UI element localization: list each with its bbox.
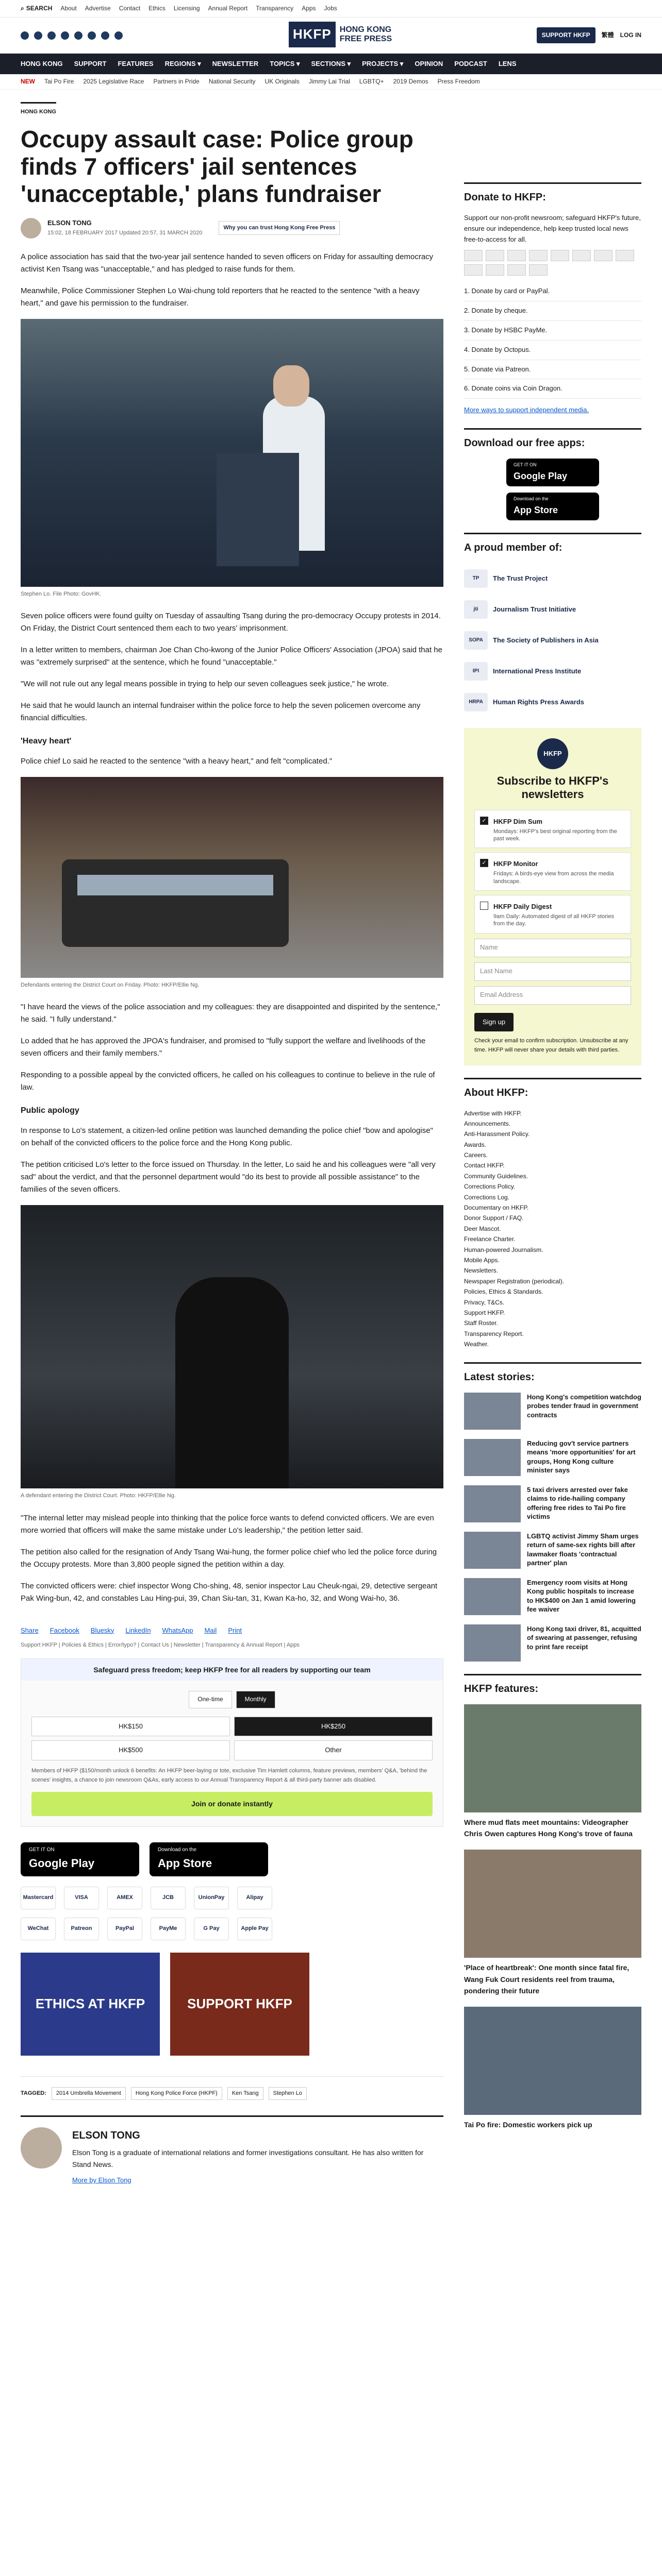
about-links xyxy=(464,1108,641,1350)
amount-500[interactable]: HK$500 xyxy=(31,1740,230,1760)
card-logo xyxy=(464,264,483,276)
payme-logo: PayMe xyxy=(151,1918,186,1940)
about-link[interactable]: Privacy, T&Cs. xyxy=(464,1298,505,1306)
tag-list: TAGGED: 2014 Umbrella Movement Hong Kong Police Force (HKPF) Ken Tsang Stephen Lo xyxy=(21,2076,443,2100)
donate-method[interactable]: 4. Donate by Octopus. xyxy=(464,341,641,360)
donate-method[interactable]: 3. Donate by HSBC PayMe. xyxy=(464,321,641,341)
google-play-badge[interactable]: GET IT ON Google Play xyxy=(506,459,599,486)
top-link-transparency[interactable]: Transparency xyxy=(256,4,294,12)
search-icon: ⌕ xyxy=(21,4,24,12)
tag[interactable]: Stephen Lo xyxy=(269,2087,307,2100)
ethics-promo[interactable]: ETHICS AT HKFP xyxy=(21,1953,160,2056)
nav-newsletter[interactable]: NEWSLETTER xyxy=(212,59,259,67)
latest-story[interactable]: Hong Kong's competition watchdog probes tender fraud in government contracts xyxy=(464,1393,641,1430)
newsletter-logo: HKFP xyxy=(537,738,568,769)
share-print[interactable]: Print xyxy=(228,1626,242,1634)
x-icon[interactable] xyxy=(34,31,42,40)
share-bar xyxy=(21,1619,443,1636)
language-toggle[interactable]: 繁體 xyxy=(601,31,614,39)
sopa-logo: SOPA xyxy=(464,631,488,650)
sidebar-heading: Latest stories: xyxy=(464,1362,641,1385)
paragraph: "We will not rule out any legal means possible in trying to help our seven colleagues seek justice," he wrote. xyxy=(21,680,389,689)
sidebar-heading: HKFP features: xyxy=(464,1674,641,1697)
checkbox[interactable]: ✓ xyxy=(480,817,488,825)
paragraph: In a letter written to members, chairman Joe Chan Cho-kwong of the Junior Police Officers' Association (JPOA) said that he was "extremely surprised" at the sentence, which he found "unacceptable." xyxy=(21,646,442,667)
paragraph: Responding to a possible appeal by the convicted officers, he called on his colleagues to continue to believe in the rule of law. xyxy=(21,1071,435,1092)
amount-250[interactable]: HK$250 xyxy=(234,1717,433,1737)
donate-description: Support our non-profit newsroom; safeguard HKFP's future, ensure our independence, help keep trusted local news free-to-access for all. xyxy=(464,214,641,243)
feature-story[interactable]: 'Place of heartbreak': One month since fatal fire, Wang Fuk Court residents reel from trauma, pondering their future xyxy=(464,1850,641,1996)
sidebar-heading: Download our free apps: xyxy=(464,428,641,451)
jcb-logo: JCB xyxy=(151,1887,186,1909)
van-windows xyxy=(77,875,273,895)
about-link[interactable]: Staff Roster. xyxy=(464,1319,498,1327)
donate-method[interactable]: 5. Donate via Patreon. xyxy=(464,360,641,380)
donate-method[interactable]: 1. Donate by card or PayPal. xyxy=(464,282,641,301)
google-play-badge[interactable]: GET IT ON Google Play xyxy=(21,1842,139,1876)
top-utility-bar xyxy=(0,0,662,18)
payment-logos xyxy=(21,1887,309,1940)
author-avatar xyxy=(21,2127,62,2168)
card-logo xyxy=(486,250,504,261)
newsletter-option[interactable]: ✓ HKFP Dim Sum Mondays: HKFP's best original reporting from the past week. xyxy=(474,810,631,849)
share-whatsapp[interactable]: WhatsApp xyxy=(162,1626,193,1634)
share-mail[interactable]: Mail xyxy=(204,1626,217,1634)
feature-story[interactable]: Where mud flats meet mountains: Videographer Chris Owen captures Hong Kong's trove of fauna xyxy=(464,1704,641,1840)
paragraph: Seven police officers were found guilty on Tuesday of assaulting Tsang during the pro-democracy Occupy protests in 2014. On Friday, the District Court sentenced them each to two years' imprisonment. xyxy=(21,612,441,633)
nav-projects[interactable]: PROJECTS ▾ xyxy=(362,59,404,67)
about-link[interactable]: Newspaper Registration (periodical). xyxy=(464,1277,565,1285)
paragraph: In response to Lo's statement, a citizen-led online petition was launched demanding the police chief "bow and apologise" on behalf of the convicted officers to the police force and the Hong Kong public. xyxy=(21,1126,433,1148)
mail-icon[interactable] xyxy=(101,31,109,40)
section-heading: Public apology xyxy=(21,1106,79,1115)
author-bio xyxy=(21,2115,443,2187)
trust-project-logo: TP xyxy=(464,569,488,588)
about-link[interactable]: Careers. xyxy=(464,1151,488,1159)
article xyxy=(21,90,443,2187)
threads-icon[interactable] xyxy=(61,31,69,40)
paypal-logo: PayPal xyxy=(107,1918,142,1940)
share-linkedin[interactable]: LinkedIn xyxy=(125,1626,151,1634)
paragraph: "I have heard the views of the police association and my colleagues: they are disappointed and dispirited by the sentence," he said. "I fully understand." xyxy=(21,1003,440,1024)
card-logo xyxy=(486,264,504,276)
latest-story[interactable]: 5 taxi drivers arrested over fake claims to ride-hailing company offering free rides to Tai Po fire victims xyxy=(464,1485,641,1522)
photo-caption: Stephen Lo. File Photo: GovHK. xyxy=(21,590,102,597)
latest-story[interactable]: Emergency room visits at Hong Kong public hospitals to increase to HK$400 on Jan 1 amid lowering fee waiver xyxy=(464,1578,641,1615)
unionpay-logo: UnionPay xyxy=(194,1887,229,1909)
trending-link[interactable]: UK Originals xyxy=(264,77,300,85)
paragraph: Lo added that he has approved the JPOA's fundraiser, and promised to "fully support the welfare and livelihoods of the seven officers and their family members." xyxy=(21,1037,426,1058)
about-link[interactable]: Support HKFP. xyxy=(464,1309,505,1316)
visa-logo: VISA xyxy=(64,1887,99,1909)
top-link-advertise[interactable]: Advertise xyxy=(85,4,111,12)
rss-icon[interactable] xyxy=(114,31,123,40)
member-trust-project[interactable]: TP The Trust Project xyxy=(464,563,641,594)
more-ways-link[interactable]: More ways to support independent media. xyxy=(464,406,589,414)
amount-other[interactable]: Other xyxy=(234,1740,433,1760)
sidebar-heading: Donate to HKFP: xyxy=(464,182,641,206)
about-link[interactable]: Weather. xyxy=(464,1341,489,1348)
about-link[interactable]: Deer Mascot. xyxy=(464,1225,501,1232)
photo-defendant xyxy=(21,1205,443,1488)
donate-method[interactable]: 2. Donate by cheque. xyxy=(464,301,641,321)
join-button[interactable]: Join or donate instantly xyxy=(31,1792,433,1816)
paragraph: The petition also called for the resignation of Andy Tsang Wai-hung, the former police chief who led the police force during the Occupy protests. More than 3,800 people signed the petition within a day. xyxy=(21,1547,437,1569)
checkbox[interactable] xyxy=(480,902,488,910)
feature-story[interactable]: Tai Po fire: Domestic workers pick up xyxy=(464,2007,641,2130)
trending-link[interactable]: National Security xyxy=(208,77,256,85)
donate-box xyxy=(21,1658,443,1827)
member-benefits: Members of HKFP ($150/month unlock 6 benefits: An HKFP beer-laying or tote, exclusive Tim Hamlett columns, feature previews, members' Q&A, 'behind the scenes' insights, a chance to join newsroom Q&As, early access to our Annual Transparency Report & all third-party banner ads disabled. xyxy=(31,1768,427,1783)
card-logos xyxy=(464,250,641,276)
nav-topics[interactable]: TOPICS ▾ xyxy=(270,59,300,67)
about-link[interactable]: Contact HKFP. xyxy=(464,1162,505,1170)
nav-sections[interactable]: SECTIONS ▾ xyxy=(311,59,351,67)
nav-hong-kong[interactable]: HONG KONG xyxy=(21,59,63,67)
newsletter-signup xyxy=(464,728,641,1065)
paragraph: Police chief Lo said he reacted to the sentence "with a heavy heart," and felt "complicated." xyxy=(21,756,333,766)
app-store-badge[interactable]: Download on the App Store xyxy=(150,1842,268,1876)
patreon-logo: Patreon xyxy=(64,1918,99,1940)
member-hrpa[interactable]: HRPA Human Rights Press Awards xyxy=(464,687,641,718)
about-link[interactable]: Documentary on HKFP. xyxy=(464,1204,529,1212)
trending-link[interactable]: 2019 Demos xyxy=(393,77,428,85)
paragraph: "The internal letter may mislead people into thinking that the police force wants to defend convicted officers. We are even more worried that officers will make the same mistake under Lo's leadership," the petition letter said. xyxy=(21,1513,434,1535)
new-label: NEW xyxy=(21,77,35,85)
app-badges xyxy=(21,1842,443,1876)
trust-badge[interactable]: Why you can trust Hong Kong Free Press xyxy=(219,221,340,235)
trending-link[interactable]: Jimmy Lai Trial xyxy=(308,77,350,85)
sidebar-heading: About HKFP: xyxy=(464,1078,641,1101)
about-link[interactable]: Announcements. xyxy=(464,1120,511,1127)
donate-headline: Safeguard press freedom; keep HKFP free for all readers by supporting our team xyxy=(21,1659,443,1681)
article-kicker[interactable]: HONG KONG xyxy=(21,102,56,117)
about-link[interactable]: Human-powered Journalism. xyxy=(464,1246,543,1253)
feature-thumbnail xyxy=(464,1704,641,1812)
telegram-icon[interactable] xyxy=(88,31,96,40)
nav-lens[interactable]: LENS xyxy=(498,59,517,67)
author-avatar xyxy=(21,218,41,239)
author-name[interactable]: ELSON TONG xyxy=(47,219,92,227)
latest-story[interactable]: LGBTQ activist Jimmy Sham urges return of same-sex rights bill after lawmaker floats 'contractual partner' plan xyxy=(464,1532,641,1569)
paragraph: Meanwhile, Police Commissioner Stephen Lo Wai-chung told reporters that he reacted to the sentence "with a heavy heart," and gave his permission to the fundraiser. xyxy=(21,286,420,308)
card-logo xyxy=(507,264,526,276)
about-link[interactable]: Mobile Apps. xyxy=(464,1256,500,1264)
top-link-ethics[interactable]: Ethics xyxy=(148,4,166,12)
amount-options xyxy=(31,1717,433,1761)
donate-methods xyxy=(464,282,641,399)
applepay-logo: Apple Pay xyxy=(237,1918,272,1940)
newsletter-option[interactable]: ✓ HKFP Monitor Fridays: A birds-eye view from across the media landscape. xyxy=(474,852,631,891)
about-link[interactable]: Anti-Harassment Policy. xyxy=(464,1130,530,1138)
latest-story[interactable]: Reducing gov't service partners means 'more opportunities' for art groups, Hong Kong culture minister says xyxy=(464,1439,641,1476)
story-thumbnail xyxy=(464,1439,521,1476)
share-facebook[interactable]: Facebook xyxy=(49,1626,79,1634)
podium xyxy=(217,453,299,566)
nav-features[interactable]: FEATURES xyxy=(118,59,154,67)
about-link[interactable]: Policies, Ethics & Standards. xyxy=(464,1288,543,1296)
photo-stephen-lo xyxy=(21,319,443,587)
publish-dates: 15:02, 18 FEBRUARY 2017 Updated 20:57, 31 MARCH 2020 xyxy=(47,230,203,236)
member-ipi[interactable]: IPI International Press Institute xyxy=(464,656,641,687)
photo-district-court xyxy=(21,777,443,978)
last-name-field[interactable]: Last Name xyxy=(474,962,631,981)
gpay-logo: G Pay xyxy=(194,1918,229,1940)
frequency-toggle xyxy=(31,1691,433,1708)
about-link[interactable]: Awards. xyxy=(464,1141,487,1148)
top-link-jobs[interactable]: Jobs xyxy=(324,4,337,12)
nav-opinion[interactable]: OPINION xyxy=(415,59,443,67)
article-title: Occupy assault case: Police group finds 7 officers' jail sentences 'unacceptable,' plans fundraiser xyxy=(21,126,413,207)
nav-podcast[interactable]: PODCAST xyxy=(454,59,487,67)
feature-thumbnail xyxy=(464,1850,641,1958)
section-heading: 'Heavy heart' xyxy=(21,737,72,746)
wechat-logo: WeChat xyxy=(21,1918,56,1940)
nav-support[interactable]: SUPPORT xyxy=(74,59,107,67)
amex-logo: AMEX xyxy=(107,1887,142,1909)
about-link[interactable]: Corrections Policy. xyxy=(464,1183,516,1191)
paragraph: The convicted officers were: chief inspector Wong Cho-shing, 48, senior inspector Lau Cheuk-ngai, 29, detective sergeant Pak Wing-bun, 42, and constables Lau Hing-pui, 39, Chan Siu-tan, 31, Kwan Ka-ho, 32, and Wong Wai-ho, 36. xyxy=(21,1581,438,1603)
photo-caption: A defendant entering the District Court. Photo: HKFP/Ellie Ng. xyxy=(21,1493,176,1499)
defendant-figure xyxy=(175,1277,289,1488)
top-link-about[interactable]: About xyxy=(60,4,77,12)
story-thumbnail xyxy=(464,1624,521,1662)
story-thumbnail xyxy=(464,1393,521,1430)
story-thumbnail xyxy=(464,1485,521,1522)
brand-bar xyxy=(0,18,662,54)
trending-link[interactable]: LGBTQ+ xyxy=(359,77,384,85)
paragraph: He said that he would launch an internal fundraiser within the police force to help the seven policemen overcome any financial difficulties. xyxy=(21,701,421,723)
more-by-author-link[interactable]: More by Elson Tong xyxy=(72,2176,131,2184)
about-link[interactable]: Community Guidelines. xyxy=(464,1172,528,1180)
top-link-contact[interactable]: Contact xyxy=(119,4,141,12)
freq-monthly[interactable]: Monthly xyxy=(236,1691,275,1708)
youtube-icon[interactable] xyxy=(74,31,82,40)
author-bio-text: Elson Tong is a graduate of international relations and former investigations consultant. He has also written for Stand News. xyxy=(72,2148,424,2168)
card-logo xyxy=(507,250,526,261)
newsletter-title: Subscribe to HKFP's newsletters xyxy=(496,774,609,801)
amount-150[interactable]: HK$150 xyxy=(31,1717,230,1737)
newsletter-option[interactable]: HKFP Daily Digest 9am Daily: Automated digest of all HKFP stories from the day. xyxy=(474,895,631,934)
card-logo xyxy=(572,250,591,261)
member-sopa[interactable]: SOPA The Society of Publishers in Asia xyxy=(464,625,641,656)
author-bio-name[interactable]: ELSON TONG xyxy=(72,2130,140,2142)
name-field[interactable]: Name xyxy=(474,939,631,957)
trending-link[interactable]: Partners in Pride xyxy=(153,77,200,85)
newsletter-fineprint: Check your email to confirm subscription. Unsubscribe at any time. HKFP will never share your details with third parties. xyxy=(474,1038,628,1053)
checkbox[interactable]: ✓ xyxy=(480,859,488,867)
trending-link[interactable]: Tai Po Fire xyxy=(44,77,74,85)
top-link-licensing[interactable]: Licensing xyxy=(173,4,200,12)
sidebar-heading: A proud member of: xyxy=(464,533,641,556)
sidebar-donate xyxy=(464,182,641,416)
trending-link[interactable]: 2025 Legislative Race xyxy=(83,77,144,85)
card-logo xyxy=(464,250,483,261)
trending-bar xyxy=(0,74,662,90)
search-toggle[interactable]: ⌕ SEARCH xyxy=(21,4,52,13)
about-link[interactable]: Transparency Report. xyxy=(464,1330,524,1337)
support-hkfp-button[interactable]: SUPPORT HKFP xyxy=(537,27,595,43)
share-bluesky[interactable]: Bluesky xyxy=(90,1626,114,1634)
top-link-apps[interactable]: Apps xyxy=(302,4,316,12)
tag[interactable]: Ken Tsang xyxy=(227,2087,263,2100)
email-field[interactable]: Email Address xyxy=(474,986,631,1005)
latest-story[interactable]: Hong Kong taxi driver, 81, acquitted of swearing at passenger, refusing to print fare receipt xyxy=(464,1624,641,1662)
card-logo xyxy=(616,250,634,261)
card-logo xyxy=(529,250,548,261)
support-links[interactable]: Support HKFP | Policies & Ethics | Error/typo? | Contact Us | Newsletter | Transparency & Annual Report | Apps xyxy=(21,1642,300,1649)
about-link[interactable]: Newsletters. xyxy=(464,1267,499,1275)
alipay-logo: Alipay xyxy=(237,1887,272,1909)
story-thumbnail xyxy=(464,1578,521,1615)
paragraph: A police association has said that the two-year jail sentence handed to seven officers on Friday for assaulting democracy activist Ken Tsang was "unacceptable," and has pledged to raise funds for them. xyxy=(21,252,434,274)
tag[interactable]: Hong Kong Police Force (HKPF) xyxy=(131,2087,222,2100)
donate-method[interactable]: 6. Donate coins via Coin Dragon. xyxy=(464,379,641,399)
card-logo xyxy=(594,250,613,261)
login-link[interactable]: LOG IN xyxy=(620,31,641,39)
about-link[interactable]: Advertise with HKFP. xyxy=(464,1109,522,1117)
main-nav xyxy=(0,54,662,74)
card-logo xyxy=(529,264,548,276)
ipi-logo: IPI xyxy=(464,662,488,681)
member-jti[interactable]: jti Journalism Trust Initiative xyxy=(464,594,641,625)
tag[interactable]: 2014 Umbrella Movement xyxy=(52,2087,126,2100)
support-promo[interactable]: SUPPORT HKFP xyxy=(170,1953,309,2056)
freq-one-time[interactable]: One-time xyxy=(189,1691,231,1708)
feature-thumbnail xyxy=(464,2007,641,2115)
nav-regions[interactable]: REGIONS ▾ xyxy=(164,59,201,67)
byline xyxy=(21,218,443,239)
facebook-icon[interactable] xyxy=(21,31,29,40)
instagram-icon[interactable] xyxy=(47,31,56,40)
promo-banners xyxy=(21,1953,443,2056)
hrpa-logo: HRPA xyxy=(464,693,488,711)
story-thumbnail xyxy=(464,1532,521,1569)
about-link[interactable]: Freelance Charter. xyxy=(464,1235,516,1243)
card-logo xyxy=(551,250,569,261)
signup-button[interactable]: Sign up xyxy=(474,1013,514,1032)
share-label[interactable]: Share xyxy=(21,1626,39,1634)
social-icons xyxy=(21,31,123,40)
mastercard-logo: Mastercard xyxy=(21,1887,56,1909)
trending-link[interactable]: Press Freedom xyxy=(437,77,480,85)
sidebar xyxy=(464,90,641,2141)
about-link[interactable]: Donor Support / FAQ. xyxy=(464,1214,524,1222)
photo-caption: Defendants entering the District Court on Friday. Photo: HKFP/Ellie Ng. xyxy=(21,981,200,988)
jti-logo: jti xyxy=(464,600,488,619)
site-logo[interactable]: HKFP HONG KONG FREE PRESS xyxy=(289,22,392,47)
top-link-annual-report[interactable]: Annual Report xyxy=(208,4,248,12)
prison-van xyxy=(62,859,289,947)
officer-head xyxy=(273,365,309,406)
paragraph: The petition criticised Lo's letter to the force issued on Thursday. In the letter, Lo said he and his colleagues were "all very sad" about the verdict, and that the personnel department would "do its best to provide all possible assistance" to the families of the seven officers. xyxy=(21,1160,436,1194)
app-store-badge[interactable]: Download on the App Store xyxy=(506,493,599,520)
about-link[interactable]: Corrections Log. xyxy=(464,1193,510,1201)
